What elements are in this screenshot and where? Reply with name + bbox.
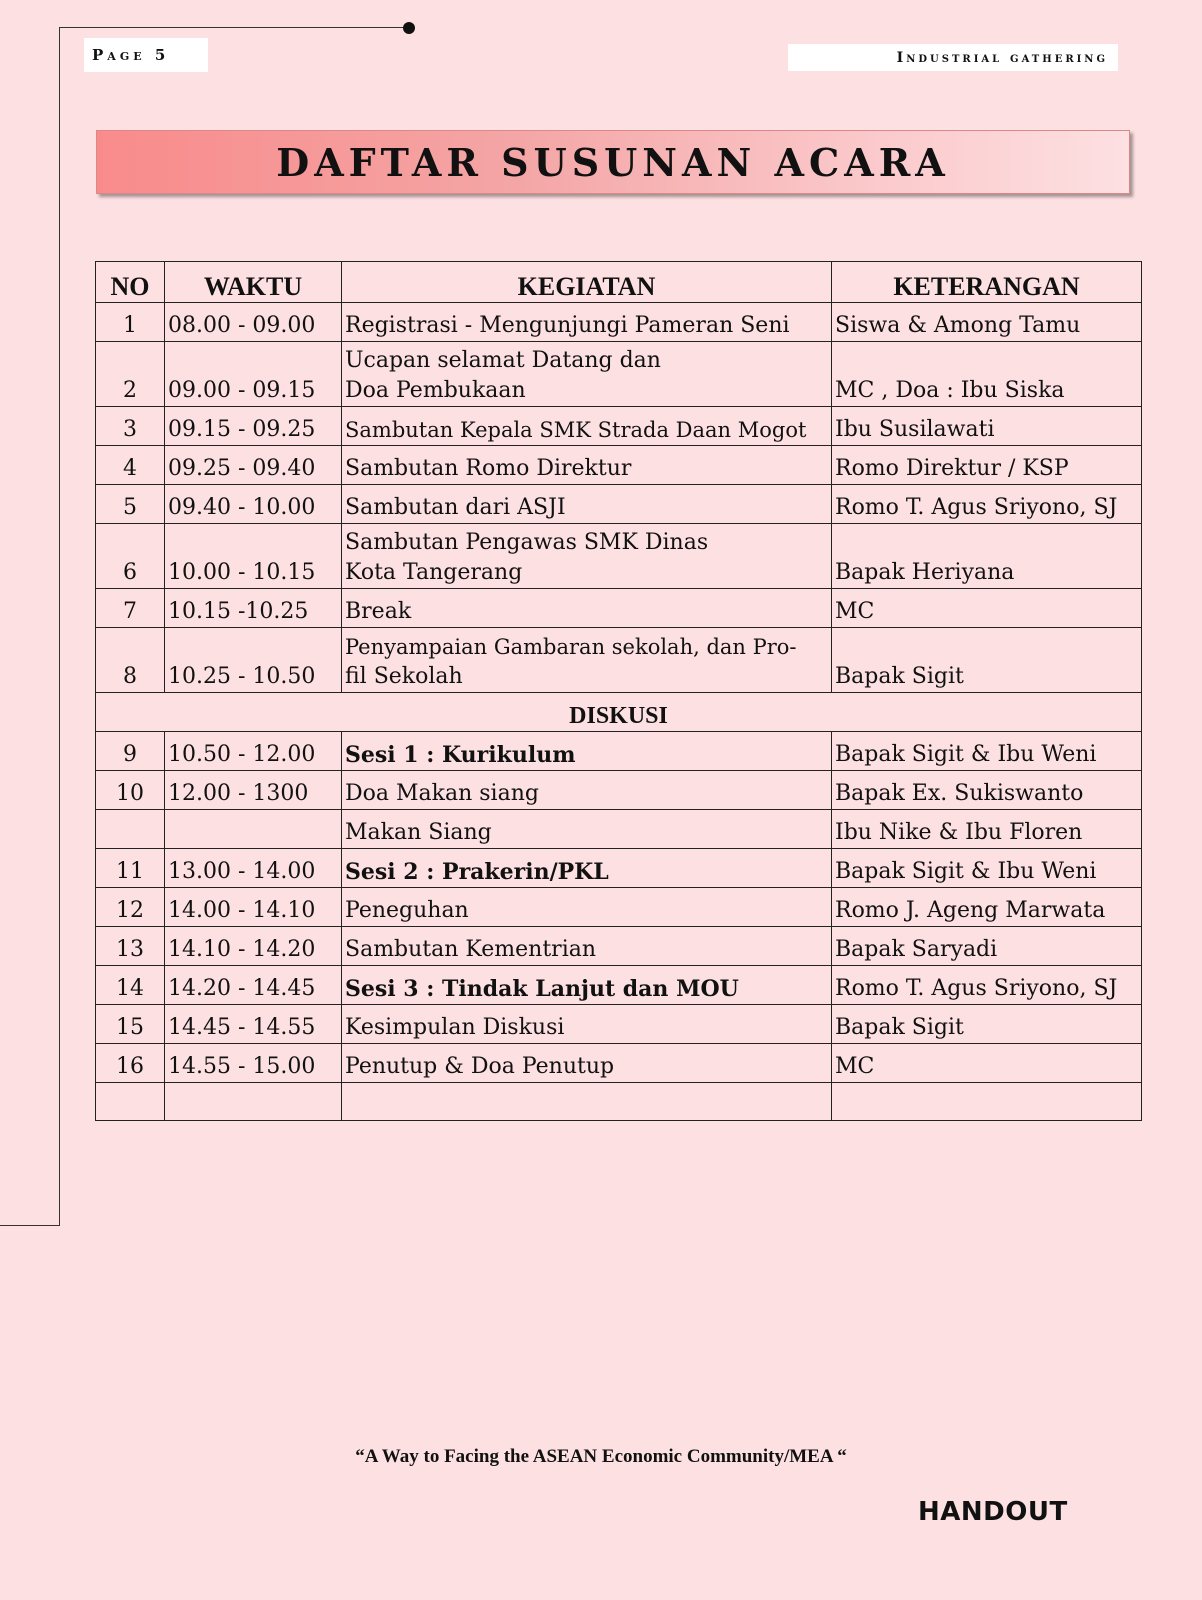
frame-dot — [403, 22, 415, 34]
row-activity: Sambutan dari ASJI — [342, 485, 832, 524]
row-time — [165, 810, 342, 849]
row-activity: Sambutan Kementrian — [342, 927, 832, 966]
row-activity: Peneguhan — [342, 888, 832, 927]
footer-quote: “A Way to Facing the ASEAN Economic Community/MEA “ — [355, 1446, 847, 1467]
row-no: 3 — [96, 407, 165, 446]
row-no: 2 — [96, 342, 165, 407]
row-activity — [342, 628, 832, 693]
row-no: 10 — [96, 771, 165, 810]
row-no: 5 — [96, 485, 165, 524]
table-row — [96, 303, 1142, 342]
row-note: MC — [832, 1044, 1142, 1083]
row-activity: Doa Makan siang — [342, 771, 832, 810]
empty-cell — [96, 1083, 165, 1121]
column-header-kegiatan: KEGIATAN — [342, 262, 832, 303]
handout-label: HANDOUT — [918, 1497, 1068, 1527]
row-note: Bapak Ex. Sukiswanto — [832, 771, 1142, 810]
empty-cell — [342, 1083, 832, 1121]
row-time: 08.00 - 09.00 — [165, 303, 342, 342]
schedule-table — [95, 261, 1142, 1121]
empty-row — [96, 1083, 1142, 1121]
row-time: 09.00 - 09.15 — [165, 342, 342, 407]
row-activity: Sesi 1 : Kurikulum — [342, 732, 832, 771]
row-activity-line1: Sambutan Pengawas SMK Dinas — [345, 530, 709, 555]
page-label-text: Page 5 — [92, 46, 170, 64]
row-time: 10.00 - 10.15 — [165, 524, 342, 589]
row-activity-line2: Kota Tangerang — [345, 560, 523, 585]
row-activity: Sambutan Romo Direktur — [342, 446, 832, 485]
row-time: 12.00 - 1300 — [165, 771, 342, 810]
page-title-text: DAFTAR SUSUNAN ACARA — [276, 140, 950, 185]
row-activity: Makan Siang — [342, 810, 832, 849]
row-time: 09.15 - 09.25 — [165, 407, 342, 446]
row-note: MC — [832, 589, 1142, 628]
table-row — [96, 771, 1142, 810]
row-note: Ibu Nike & Ibu Floren — [832, 810, 1142, 849]
table-row — [96, 524, 1142, 589]
table-row — [96, 927, 1142, 966]
row-activity: Sambutan Kepala SMK Strada Daan Mogot — [342, 407, 832, 446]
row-no: 1 — [96, 303, 165, 342]
table-row — [96, 1005, 1142, 1044]
row-no: 15 — [96, 1005, 165, 1044]
row-activity: Break — [342, 589, 832, 628]
row-no: 12 — [96, 888, 165, 927]
table-row — [96, 589, 1142, 628]
row-note: Bapak Heriyana — [832, 524, 1142, 589]
row-no: 14 — [96, 966, 165, 1005]
event-label-text: Industrial gathering — [896, 50, 1108, 66]
row-note: Romo T. Agus Sriyono, SJ — [832, 966, 1142, 1005]
page-number-label — [84, 38, 208, 72]
page-title — [96, 130, 1130, 194]
row-time: 14.10 - 14.20 — [165, 927, 342, 966]
row-activity — [342, 524, 832, 589]
frame-line-bottom — [0, 1225, 60, 1226]
row-time: 14.55 - 15.00 — [165, 1044, 342, 1083]
row-time: 10.15 -10.25 — [165, 589, 342, 628]
row-no: 9 — [96, 732, 165, 771]
frame-line-top — [59, 27, 409, 28]
row-activity-line1: Penyampaian Gambaran sekolah, dan Pro- — [345, 635, 797, 659]
table-row — [96, 628, 1142, 693]
row-no — [96, 810, 165, 849]
row-time: 14.00 - 14.10 — [165, 888, 342, 927]
table-row — [96, 407, 1142, 446]
row-activity-line1: Ucapan selamat Datang dan — [345, 348, 661, 373]
row-no: 7 — [96, 589, 165, 628]
event-header-label — [788, 44, 1118, 71]
row-time: 14.20 - 14.45 — [165, 966, 342, 1005]
row-note: Bapak Sigit — [832, 628, 1142, 693]
row-time: 13.00 - 14.00 — [165, 849, 342, 888]
column-header-keterangan: KETERANGAN — [832, 262, 1142, 303]
row-activity-line2: Doa Pembukaan — [345, 378, 526, 403]
row-no: 11 — [96, 849, 165, 888]
table-row — [96, 1044, 1142, 1083]
table-row — [96, 446, 1142, 485]
table-row — [96, 485, 1142, 524]
table-header-row — [96, 262, 1142, 303]
row-activity-line2: fil Sekolah — [345, 664, 463, 689]
table-row — [96, 966, 1142, 1005]
table-row — [96, 810, 1142, 849]
empty-cell — [165, 1083, 342, 1121]
row-no: 4 — [96, 446, 165, 485]
row-time: 10.25 - 10.50 — [165, 628, 342, 693]
row-no: 6 — [96, 524, 165, 589]
row-note: Bapak Sigit — [832, 1005, 1142, 1044]
row-no: 16 — [96, 1044, 165, 1083]
row-note: Bapak Sigit & Ibu Weni — [832, 849, 1142, 888]
row-activity: Sesi 2 : Prakerin/PKL — [342, 849, 832, 888]
row-time: 10.50 - 12.00 — [165, 732, 342, 771]
row-no: 8 — [96, 628, 165, 693]
frame-line-left — [59, 27, 60, 1225]
row-note: Bapak Saryadi — [832, 927, 1142, 966]
row-activity: Penutup & Doa Penutup — [342, 1044, 832, 1083]
table-row — [96, 342, 1142, 407]
row-time: 14.45 - 14.55 — [165, 1005, 342, 1044]
section-row — [96, 693, 1142, 732]
row-activity: Kesimpulan Diskusi — [342, 1005, 832, 1044]
row-no: 13 — [96, 927, 165, 966]
row-activity — [342, 342, 832, 407]
row-note: Siswa & Among Tamu — [832, 303, 1142, 342]
empty-cell — [832, 1083, 1142, 1121]
row-time: 09.25 - 09.40 — [165, 446, 342, 485]
row-note: Bapak Sigit & Ibu Weni — [832, 732, 1142, 771]
row-time: 09.40 - 10.00 — [165, 485, 342, 524]
table-row — [96, 888, 1142, 927]
row-note: Romo T. Agus Sriyono, SJ — [832, 485, 1142, 524]
row-note: MC , Doa : Ibu Siska — [832, 342, 1142, 407]
row-note: Romo J. Ageng Marwata — [832, 888, 1142, 927]
row-activity: Sesi 3 : Tindak Lanjut dan MOU — [342, 966, 832, 1005]
column-header-waktu: WAKTU — [165, 262, 342, 303]
section-label: DISKUSI — [96, 693, 1142, 732]
row-note: Ibu Susilawati — [832, 407, 1142, 446]
table-row — [96, 849, 1142, 888]
row-activity: Registrasi - Mengunjungi Pameran Seni — [342, 303, 832, 342]
row-note: Romo Direktur / KSP — [832, 446, 1142, 485]
column-header-no: NO — [96, 262, 165, 303]
table-row — [96, 732, 1142, 771]
